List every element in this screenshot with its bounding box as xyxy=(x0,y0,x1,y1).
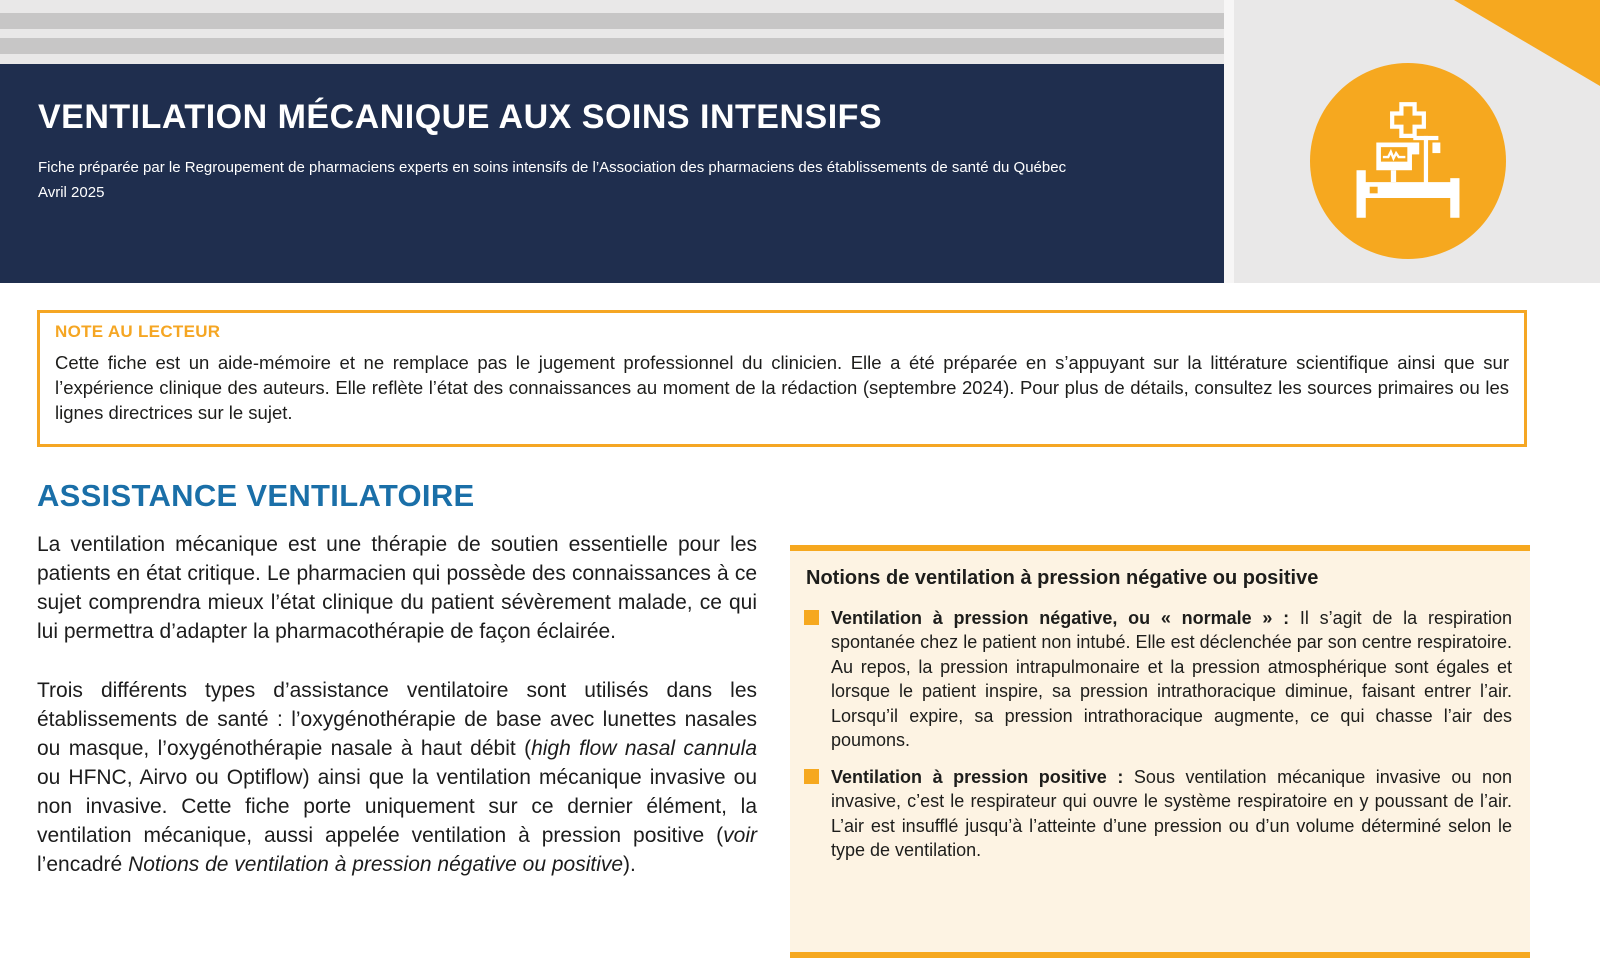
body-paragraph-2 xyxy=(37,677,757,880)
top-band xyxy=(0,0,1600,283)
bullet-text xyxy=(831,765,1512,863)
medical-cross-icon xyxy=(1392,104,1424,136)
decorative-stripe xyxy=(0,38,1224,54)
header-subtitle: Fiche préparée par le Regroupement de pharmaciens experts en soins intensifs de l’Association des pharmaciens des établissements de santé du Québec xyxy=(38,159,1067,176)
band-divider xyxy=(1224,0,1234,283)
icu-badge xyxy=(1310,63,1506,259)
note-title: NOTE AU LECTEUR xyxy=(55,322,221,341)
bullet-text xyxy=(831,606,1512,753)
notions-ventilation-box xyxy=(790,545,1530,958)
paragraph-italic: Notions de ventilation à pression négative ou positive xyxy=(128,852,624,876)
paragraph-text: Trois différents types d’assistance ventilatoire sont utilisés dans les établissements de santé : l’oxygénothérapie de base avec lunettes nasales ou masque, l’oxygénothérapie nasale à haut débit ( xyxy=(37,678,757,760)
document-header xyxy=(0,64,1224,283)
paragraph-text: l’encadré xyxy=(37,852,129,876)
side-box-title: Notions de ventilation à pression négative ou positive xyxy=(806,567,1319,589)
note-au-lecteur-box xyxy=(37,310,1527,447)
decorative-stripe xyxy=(0,13,1224,29)
section-heading: ASSISTANCE VENTILATOIRE xyxy=(37,478,475,513)
header-date: Avril 2025 xyxy=(38,184,105,201)
bullet-body: Il s’agit de la respiration spontanée chez le patient non intubé. Elle est déclenchée par son centre respiratoire. Au repos, la pression intrapulmonaire et la pression atmosphérique sont égales et lorsque le patient inspire, sa pression intrathoracique diminue, faisant entrer l’air. Lorsqu’il expire, sa pression intrathoracique augmente, ce qui chasse l’air des poumons. xyxy=(831,608,1512,751)
note-body: Cette fiche est un aide-mémoire et ne remplace pas le jugement professionnel du clinicien. Elle a été préparée en s’appuyant sur la littérature scientifique ainsi que sur l’expérience clinique des auteurs. Elle reflète l’état des connaissances au moment de la rédaction (septembre 2024). Pour plus de détails, consultez les sources primaires ou les lignes directrices sur le sujet. xyxy=(55,352,1509,423)
list-item xyxy=(804,765,1512,863)
icu-bed-icon xyxy=(1342,95,1474,227)
paragraph-italic: high flow nasal cannula xyxy=(531,736,757,760)
bullet-lead: Ventilation à pression positive : xyxy=(831,766,1124,787)
body-paragraph-1: La ventilation mécanique est une thérapie de soutien essentielle pour les patients en état critique. Le pharmacien qui possède des connaissances à ce sujet comprendra mieux l’état clinique du patient sévèrement malade, ce qui lui permettra d’adapter la pharmacothérapie de façon éclairée. xyxy=(37,533,757,643)
list-item xyxy=(804,606,1512,753)
body-column xyxy=(37,531,757,910)
page-title: VENTILATION MÉCANIQUE AUX SOINS INTENSIFS xyxy=(38,98,883,136)
paragraph-text: ). xyxy=(623,852,636,876)
square-bullet-icon xyxy=(804,769,819,784)
square-bullet-icon xyxy=(804,610,819,625)
paragraph-text: ou HFNC, Airvo ou Optiflow) ainsi que la ventilation mécanique invasive ou non invasive. Cette fiche porte uniquement sur ce dernier élément, la ventilation mécanique, aussi appelée ventilation à pression positive ( xyxy=(37,765,757,847)
bullet-lead: Ventilation à pression négative, ou « normale » : xyxy=(831,608,1290,628)
paragraph-italic: voir xyxy=(723,823,757,847)
bullet-body: Sous ventilation mécanique invasive ou non invasive, c’est le respirateur qui ouvre le système respiratoire en y poussant de l’air. L’air est insufflé jusqu’à l’atteinte d’une pression ou d’un volume déterminé selon le type de ventilation. xyxy=(831,766,1512,861)
corner-triangle-accent xyxy=(1454,0,1600,86)
